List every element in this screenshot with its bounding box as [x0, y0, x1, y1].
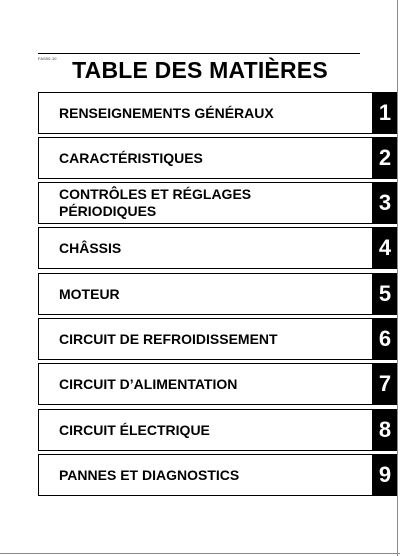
chapter-tab-number: 6	[373, 318, 397, 360]
chapter-tab-number: 9	[373, 454, 397, 496]
page-edge-bottom	[0, 553, 400, 554]
header-rule	[38, 53, 360, 54]
toc-entry-specifications[interactable]	[38, 137, 397, 179]
toc-entry-label: CIRCUIT ÉLECTRIQUE	[59, 421, 210, 438]
document-code: FAS00-10	[38, 56, 57, 61]
toc-entry-label: RENSEIGNEMENTS GÉNÉRAUX	[59, 104, 274, 121]
toc-entry-periodic-checks[interactable]	[38, 182, 397, 224]
toc-entry-label: CIRCUIT D’ALIMENTATION	[59, 375, 238, 392]
toc-entry-fuel-system[interactable]	[38, 363, 397, 405]
toc-entry-engine[interactable]	[38, 273, 397, 315]
chapter-tab-number: 5	[373, 273, 397, 315]
toc-entry-cooling-system[interactable]	[38, 318, 397, 360]
toc-entry-troubleshooting[interactable]	[38, 454, 397, 496]
toc-entry-label: MOTEUR	[59, 285, 120, 302]
toc-entry-label: CHÂSSIS	[59, 239, 122, 256]
toc-entry-electrical-system[interactable]	[38, 409, 397, 451]
toc-entry-label: CONTRÔLES ET RÉGLAGES PÉRIODIQUES	[59, 186, 252, 219]
chapter-tab-number: 3	[373, 182, 397, 224]
toc-entry-general-information[interactable]	[38, 92, 397, 134]
chapter-tab-number: 2	[373, 137, 397, 179]
toc-entry-label: CIRCUIT DE REFROIDISSEMENT	[59, 330, 278, 347]
chapter-tab-number: 1	[373, 92, 397, 134]
page-title: TABLE DES MATIÈRES	[72, 57, 328, 83]
toc-entry-label: CARACTÉRISTIQUES	[59, 149, 203, 166]
toc-entry-label: PANNES ET DIAGNOSTICS	[59, 466, 240, 483]
chapter-tab-number: 4	[373, 227, 397, 269]
chapter-tab-number: 7	[373, 363, 397, 405]
chapter-tab-number: 8	[373, 409, 397, 451]
toc-entry-chassis[interactable]	[38, 227, 397, 269]
